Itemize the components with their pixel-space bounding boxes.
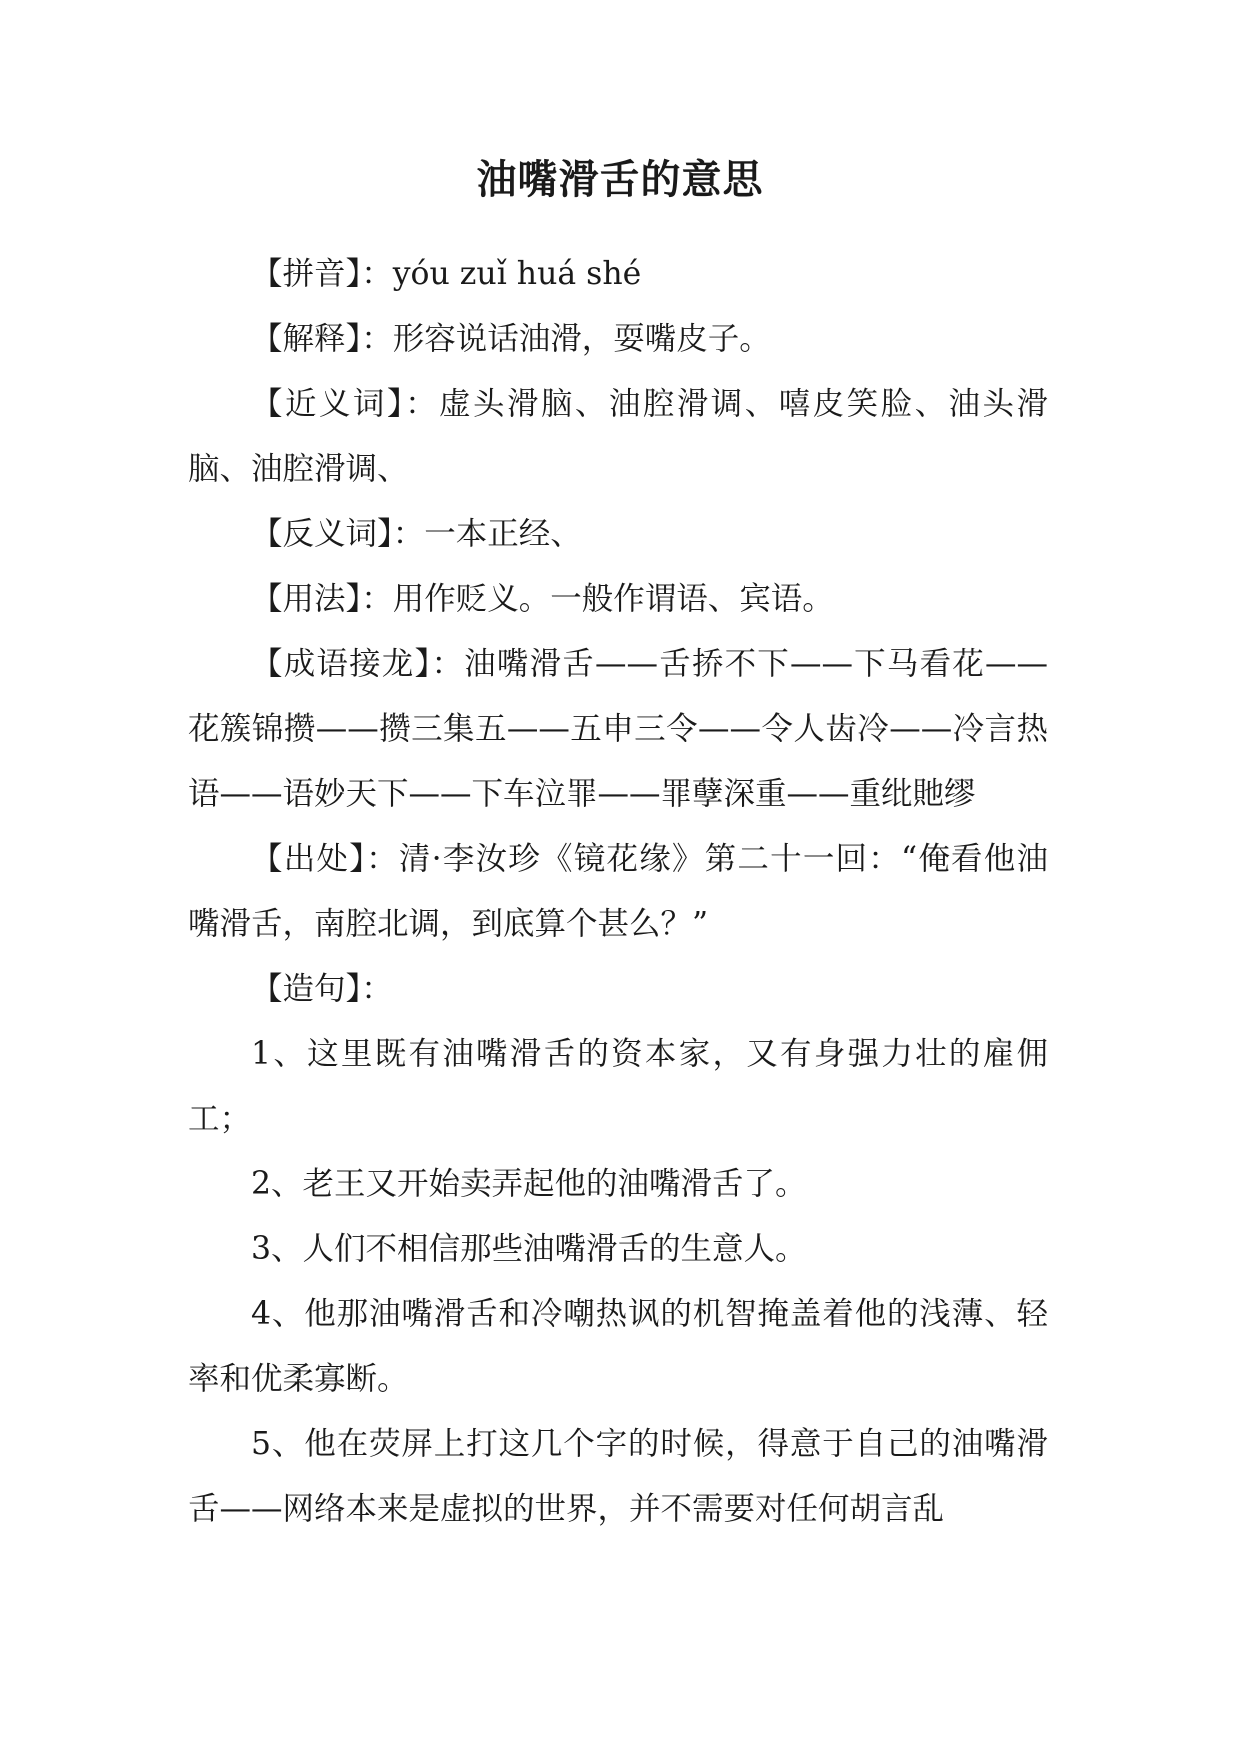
paragraph-usage: 【用法】：用作贬义。一般作谓语、宾语。 — [251, 581, 834, 617]
paragraph-example-3: 3、人们不相信那些油嘴滑舌的生意人。 — [251, 1231, 807, 1267]
paragraph-example-2: 2、老王又开始卖弄起他的油嘴滑舌了。 — [251, 1166, 807, 1202]
paragraph-idiom-chain: 【成语接龙】：油嘴滑舌——舌挢不下——下马看花——花簇锦攒——攒三集五——五申三令——令人齿冷——冷言热语——语妙天下——下车泣罪——罪孽深重——重纰貤缪 — [188, 646, 1048, 812]
paragraph-synonyms: 【近义词】：虚头滑脑、油腔滑调、嘻皮笑脸、油头滑脑、油腔滑调、 — [188, 386, 1048, 487]
paragraph-source: 【出处】：清·李汝珍《镜花缘》第二十一回：“俺看他油嘴滑舌，南腔北调，到底算个甚么？” — [188, 841, 1048, 942]
document-body — [188, 242, 1048, 1542]
paragraph-explanation: 【解释】：形容说话油滑，耍嘴皮子。 — [251, 321, 771, 357]
paragraph-example-5: 5、他在荧屏上打这几个字的时候，得意于自己的油嘴滑舌——网络本来是虚拟的世界，并不需要对任何胡言乱 — [188, 1426, 1048, 1527]
paragraph-antonyms: 【反义词】：一本正经、 — [251, 516, 582, 552]
paragraph-pinyin: 【拼音】：yóu zuǐ huá shé — [251, 256, 642, 292]
page-title: 油嘴滑舌的意思 — [476, 157, 764, 203]
paragraph-examples-heading: 【造句】： — [251, 971, 393, 1007]
paragraph-example-1: 1、这里既有油嘴滑舌的资本家，又有身强力壮的雇佣工； — [188, 1036, 1048, 1137]
paragraph-example-4: 4、他那油嘴滑舌和冷嘲热讽的机智掩盖着他的浅薄、轻率和优柔寡断。 — [188, 1296, 1048, 1397]
